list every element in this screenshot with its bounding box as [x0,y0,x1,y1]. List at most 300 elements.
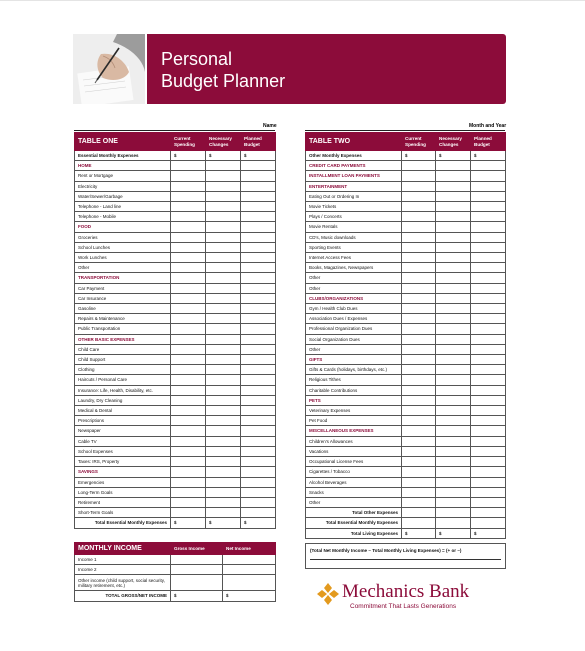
row-label: Income 2 [75,565,171,575]
amount-cell[interactable] [206,212,241,222]
amount-cell[interactable] [241,242,276,252]
amount-cell[interactable] [471,477,506,487]
mechanics-bank-emblem-icon [316,582,340,606]
amount-cell[interactable]: $ [402,151,436,161]
amount-cell[interactable] [241,487,276,497]
amount-cell[interactable] [171,344,206,354]
amount-cell[interactable] [436,273,471,283]
amount-cell[interactable] [206,283,241,293]
amount-cell[interactable] [206,487,241,497]
amount-cell[interactable] [171,487,206,497]
table-row [75,283,276,293]
amount-cell[interactable] [436,263,471,273]
amount-cell[interactable] [402,242,436,252]
amount-cell[interactable] [171,426,206,436]
amount-cell[interactable]: $ [206,518,241,528]
row-label: Car Payment [75,283,171,293]
amount-cell[interactable] [171,436,206,446]
amount-cell[interactable] [471,436,506,446]
amount-cell[interactable] [241,436,276,446]
amount-cell[interactable] [436,283,471,293]
amount-cell[interactable] [206,181,241,191]
amount-cell[interactable] [402,212,436,222]
amount-cell[interactable] [171,324,206,334]
amount-cell[interactable] [171,575,223,591]
amount-cell[interactable] [436,395,471,405]
amount-cell[interactable] [471,181,506,191]
amount-cell[interactable] [241,253,276,263]
amount-cell[interactable] [206,304,241,314]
amount-cell[interactable]: $ [223,591,276,601]
month-year-field-line[interactable] [305,130,505,131]
amount-cell[interactable] [241,191,276,201]
amount-cell[interactable] [171,416,206,426]
amount-cell[interactable] [171,212,206,222]
amount-cell[interactable] [402,385,436,395]
amount-cell[interactable] [436,416,471,426]
amount-cell[interactable] [171,293,206,303]
amount-cell[interactable] [402,355,436,365]
amount-cell[interactable] [171,365,206,375]
bank-tagline: Commitment That Lasts Generations [350,603,457,610]
amount-cell[interactable] [402,344,436,354]
amount-cell[interactable] [402,161,436,171]
amount-cell[interactable] [471,487,506,497]
amount-cell[interactable]: $ [471,528,506,538]
amount-cell[interactable] [436,436,471,446]
table-row [306,324,506,334]
amount-cell[interactable] [402,253,436,263]
amount-cell[interactable] [402,222,436,232]
amount-cell[interactable] [471,446,506,456]
amount-cell[interactable] [171,263,206,273]
amount-cell[interactable] [402,191,436,201]
amount-cell[interactable] [171,171,206,181]
amount-cell[interactable] [402,202,436,212]
amount-cell[interactable] [471,457,506,467]
amount-cell[interactable] [241,212,276,222]
amount-cell[interactable] [241,161,276,171]
amount-cell[interactable] [206,406,241,416]
row-label: Books, Magazines, Newspapers [306,263,402,273]
amount-cell[interactable] [241,375,276,385]
amount-cell[interactable] [436,385,471,395]
amount-cell[interactable] [436,181,471,191]
amount-cell[interactable] [402,334,436,344]
amount-cell[interactable] [436,171,471,181]
amount-cell[interactable] [206,324,241,334]
amount-cell[interactable] [436,375,471,385]
amount-cell[interactable] [241,426,276,436]
amount-cell[interactable] [402,436,436,446]
amount-cell[interactable] [206,202,241,212]
amount-cell[interactable] [171,467,206,477]
amount-cell[interactable] [171,395,206,405]
amount-cell[interactable] [206,426,241,436]
amount-cell[interactable] [206,314,241,324]
amount-cell[interactable] [471,293,506,303]
amount-cell[interactable]: $ [402,528,436,538]
amount-cell[interactable]: $ [171,591,223,601]
amount-cell[interactable] [471,212,506,222]
table-one-title: TABLE ONE [75,133,171,151]
amount-cell[interactable]: $ [241,518,276,528]
amount-cell[interactable] [402,232,436,242]
amount-cell[interactable] [402,314,436,324]
col-current-spending: Current Spending [171,133,206,151]
amount-cell[interactable] [206,232,241,242]
row-label: Prescriptions [75,416,171,426]
net-income-formula: (Total Net Monthly Income – Total Monthly Living Expenses) = (+ or –) [310,548,462,553]
row-label: Telephone - Mobile [75,212,171,222]
row-label: Other [75,263,171,273]
row-label: CD's, Music downloads [306,232,402,242]
amount-cell[interactable] [241,344,276,354]
amount-cell[interactable] [436,334,471,344]
amount-cell[interactable] [471,344,506,354]
amount-cell[interactable] [471,355,506,365]
amount-cell[interactable] [471,304,506,314]
amount-cell[interactable] [241,283,276,293]
amount-cell[interactable] [171,477,206,487]
amount-cell[interactable] [402,416,436,426]
name-field-line[interactable] [74,130,275,131]
amount-cell[interactable] [241,508,276,518]
row-label: School Lunches [75,242,171,252]
amount-cell[interactable] [402,263,436,273]
amount-cell[interactable] [171,202,206,212]
amount-cell[interactable] [206,508,241,518]
amount-cell[interactable] [436,212,471,222]
amount-cell[interactable] [206,446,241,456]
row-label: TRANSPORTATION [75,273,171,283]
row-label: Gifts & Cards (holidays, birthdays, etc.) [306,365,402,375]
amount-cell[interactable] [241,202,276,212]
amount-cell[interactable] [206,242,241,252]
row-label: Gasoline [75,304,171,314]
amount-cell[interactable] [471,171,506,181]
amount-cell[interactable] [402,406,436,416]
amount-cell[interactable] [402,467,436,477]
row-label: Cable TV [75,436,171,446]
row-label: CLUBS/ORGANIZATIONS [306,293,402,303]
amount-cell[interactable] [436,191,471,201]
amount-cell[interactable] [171,457,206,467]
amount-cell[interactable] [241,222,276,232]
amount-cell[interactable] [471,375,506,385]
col-gross-income: Gross Income [171,543,223,555]
amount-cell[interactable] [471,334,506,344]
amount-cell[interactable] [436,508,471,518]
amount-cell[interactable] [402,457,436,467]
amount-cell[interactable] [471,395,506,405]
amount-cell[interactable] [241,467,276,477]
amount-cell[interactable] [171,222,206,232]
amount-cell[interactable] [436,324,471,334]
table-row [75,467,276,477]
amount-cell[interactable] [241,355,276,365]
row-label: Other Monthly Expenses [306,151,402,161]
amount-cell[interactable]: $ [171,518,206,528]
amount-cell[interactable] [206,191,241,201]
amount-cell[interactable] [223,575,276,591]
amount-cell[interactable] [402,181,436,191]
amount-cell[interactable] [436,253,471,263]
amount-cell[interactable] [471,191,506,201]
row-label: Work Lunches [75,253,171,263]
table-row [306,467,506,477]
amount-cell[interactable] [471,416,506,426]
table-row [75,232,276,242]
amount-cell[interactable] [241,293,276,303]
row-label: Total Essential Monthly Expenses [75,518,171,528]
amount-cell[interactable] [436,467,471,477]
amount-cell[interactable] [241,171,276,181]
amount-cell[interactable] [241,497,276,507]
amount-cell[interactable] [402,395,436,405]
amount-cell[interactable] [171,253,206,263]
amount-cell[interactable] [171,181,206,191]
amount-cell[interactable] [402,426,436,436]
amount-cell[interactable] [471,324,506,334]
amount-cell[interactable] [241,181,276,191]
table-row [306,426,506,436]
amount-cell[interactable] [402,518,436,528]
table-row [75,426,276,436]
amount-cell[interactable] [171,304,206,314]
amount-cell[interactable] [436,344,471,354]
table-row [75,416,276,426]
amount-cell[interactable] [436,161,471,171]
amount-cell[interactable] [471,253,506,263]
table-row [75,375,276,385]
amount-cell[interactable] [436,426,471,436]
amount-cell[interactable] [402,293,436,303]
amount-cell[interactable] [402,508,436,518]
amount-cell[interactable] [206,416,241,426]
amount-cell[interactable] [241,446,276,456]
row-label: ENTERTAINMENT [306,181,402,191]
amount-cell[interactable] [171,242,206,252]
table-row [306,487,506,497]
amount-cell[interactable] [206,293,241,303]
amount-cell[interactable] [471,518,506,528]
amount-cell[interactable] [402,497,436,507]
amount-cell[interactable] [402,365,436,375]
row-label: Electricity [75,181,171,191]
amount-cell[interactable] [241,273,276,283]
amount-cell[interactable] [402,273,436,283]
amount-cell[interactable] [171,385,206,395]
row-label: Sporting Events [306,242,402,252]
monthly-income-title: MONTHLY INCOME [75,543,171,555]
amount-cell[interactable] [206,334,241,344]
amount-cell[interactable] [471,365,506,375]
table-row [306,477,506,487]
amount-cell[interactable] [171,555,223,565]
table-row [306,273,506,283]
amount-cell[interactable] [206,171,241,181]
row-label: TOTAL GROSS/NET INCOME [75,591,171,601]
amount-cell[interactable] [206,344,241,354]
amount-cell[interactable] [436,497,471,507]
amount-cell[interactable] [171,283,206,293]
amount-cell[interactable] [241,324,276,334]
amount-cell[interactable] [436,314,471,324]
amount-cell[interactable] [436,365,471,375]
amount-cell[interactable] [171,273,206,283]
amount-cell[interactable] [436,232,471,242]
row-label: Occupational License Fees [306,457,402,467]
amount-cell[interactable] [206,222,241,232]
amount-cell[interactable] [206,457,241,467]
amount-cell[interactable] [241,263,276,273]
amount-cell[interactable] [471,263,506,273]
amount-cell[interactable] [402,324,436,334]
amount-cell[interactable] [471,508,506,518]
amount-cell[interactable] [241,395,276,405]
amount-cell[interactable] [171,375,206,385]
hand-writing-image [73,34,145,104]
amount-cell[interactable] [241,416,276,426]
amount-cell[interactable] [471,497,506,507]
name-label: Name [263,123,277,129]
amount-cell[interactable] [436,304,471,314]
amount-cell[interactable]: $ [471,151,506,161]
amount-cell[interactable] [402,304,436,314]
amount-cell[interactable] [471,283,506,293]
amount-cell[interactable]: $ [436,151,471,161]
amount-cell[interactable] [436,457,471,467]
amount-cell[interactable] [471,273,506,283]
amount-cell[interactable] [171,446,206,456]
row-label: Insurance: Life, Health, Disability, etc. [75,385,171,395]
amount-cell[interactable]: $ [436,528,471,538]
row-label: Professional Organization Dues [306,324,402,334]
amount-cell[interactable] [402,171,436,181]
amount-cell[interactable] [206,395,241,405]
amount-cell[interactable] [471,467,506,477]
row-label: Groceries [75,232,171,242]
amount-cell[interactable]: $ [241,151,276,161]
amount-cell[interactable] [206,497,241,507]
amount-cell[interactable] [171,314,206,324]
amount-cell[interactable] [436,222,471,232]
amount-cell[interactable] [171,406,206,416]
amount-cell[interactable] [171,355,206,365]
amount-cell[interactable] [436,487,471,497]
amount-cell[interactable] [436,406,471,416]
amount-cell[interactable] [471,232,506,242]
amount-cell[interactable] [241,304,276,314]
amount-cell[interactable] [206,273,241,283]
amount-cell[interactable] [206,436,241,446]
amount-cell[interactable] [402,446,436,456]
row-label: PETS [306,395,402,405]
amount-cell[interactable] [206,161,241,171]
amount-cell[interactable] [436,355,471,365]
amount-cell[interactable] [206,467,241,477]
amount-cell[interactable] [402,283,436,293]
amount-cell[interactable] [471,385,506,395]
table-row [75,304,276,314]
amount-cell[interactable] [436,242,471,252]
amount-cell[interactable] [171,232,206,242]
col-planned-budget: Planned Budget [241,133,276,151]
amount-cell[interactable] [471,242,506,252]
amount-cell[interactable] [402,477,436,487]
amount-cell[interactable] [206,365,241,375]
amount-cell[interactable] [171,191,206,201]
amount-cell[interactable] [436,202,471,212]
table-row [75,273,276,283]
amount-cell[interactable] [171,161,206,171]
amount-cell[interactable] [471,314,506,324]
amount-cell[interactable] [436,293,471,303]
amount-cell[interactable] [241,457,276,467]
table-row [75,202,276,212]
amount-cell[interactable]: $ [206,151,241,161]
amount-cell[interactable] [171,334,206,344]
table-row [75,591,276,601]
amount-cell[interactable] [471,426,506,436]
row-label: Gym / Health Club Dues [306,304,402,314]
month-year-label: Month and Year [469,123,507,129]
row-label: Charitable Contributions [306,385,402,395]
amount-cell[interactable] [402,487,436,497]
amount-cell[interactable] [206,385,241,395]
amount-cell[interactable] [206,263,241,273]
amount-cell[interactable] [223,555,276,565]
amount-cell[interactable] [436,518,471,528]
amount-cell[interactable] [171,497,206,507]
amount-cell[interactable] [471,406,506,416]
row-label: MISCELLANEOUS EXPENSES [306,426,402,436]
amount-cell[interactable] [241,314,276,324]
amount-cell[interactable]: $ [171,151,206,161]
amount-cell[interactable] [241,406,276,416]
amount-cell[interactable] [471,161,506,171]
amount-cell[interactable] [206,477,241,487]
amount-cell[interactable] [206,375,241,385]
amount-cell[interactable] [206,355,241,365]
amount-cell[interactable] [171,565,223,575]
row-label: Essential Monthly Expenses [75,151,171,161]
amount-cell[interactable] [241,477,276,487]
amount-cell[interactable] [471,202,506,212]
table-row [75,161,276,171]
amount-cell[interactable] [206,253,241,263]
amount-cell[interactable] [436,446,471,456]
amount-cell[interactable] [402,375,436,385]
table-row [75,457,276,467]
amount-cell[interactable] [241,232,276,242]
table-row [306,232,506,242]
amount-cell[interactable] [223,565,276,575]
amount-cell[interactable] [171,508,206,518]
amount-cell[interactable] [241,385,276,395]
amount-cell[interactable] [436,477,471,487]
formula-answer-line[interactable] [310,559,501,560]
table-row [75,293,276,303]
row-label: INSTALLMENT LOAN PAYMENTS [306,171,402,181]
table-row [75,487,276,497]
row-label: Taxes: IRS, Property [75,457,171,467]
amount-cell[interactable] [471,222,506,232]
table-row [75,314,276,324]
amount-cell[interactable] [241,365,276,375]
amount-cell[interactable] [241,334,276,344]
